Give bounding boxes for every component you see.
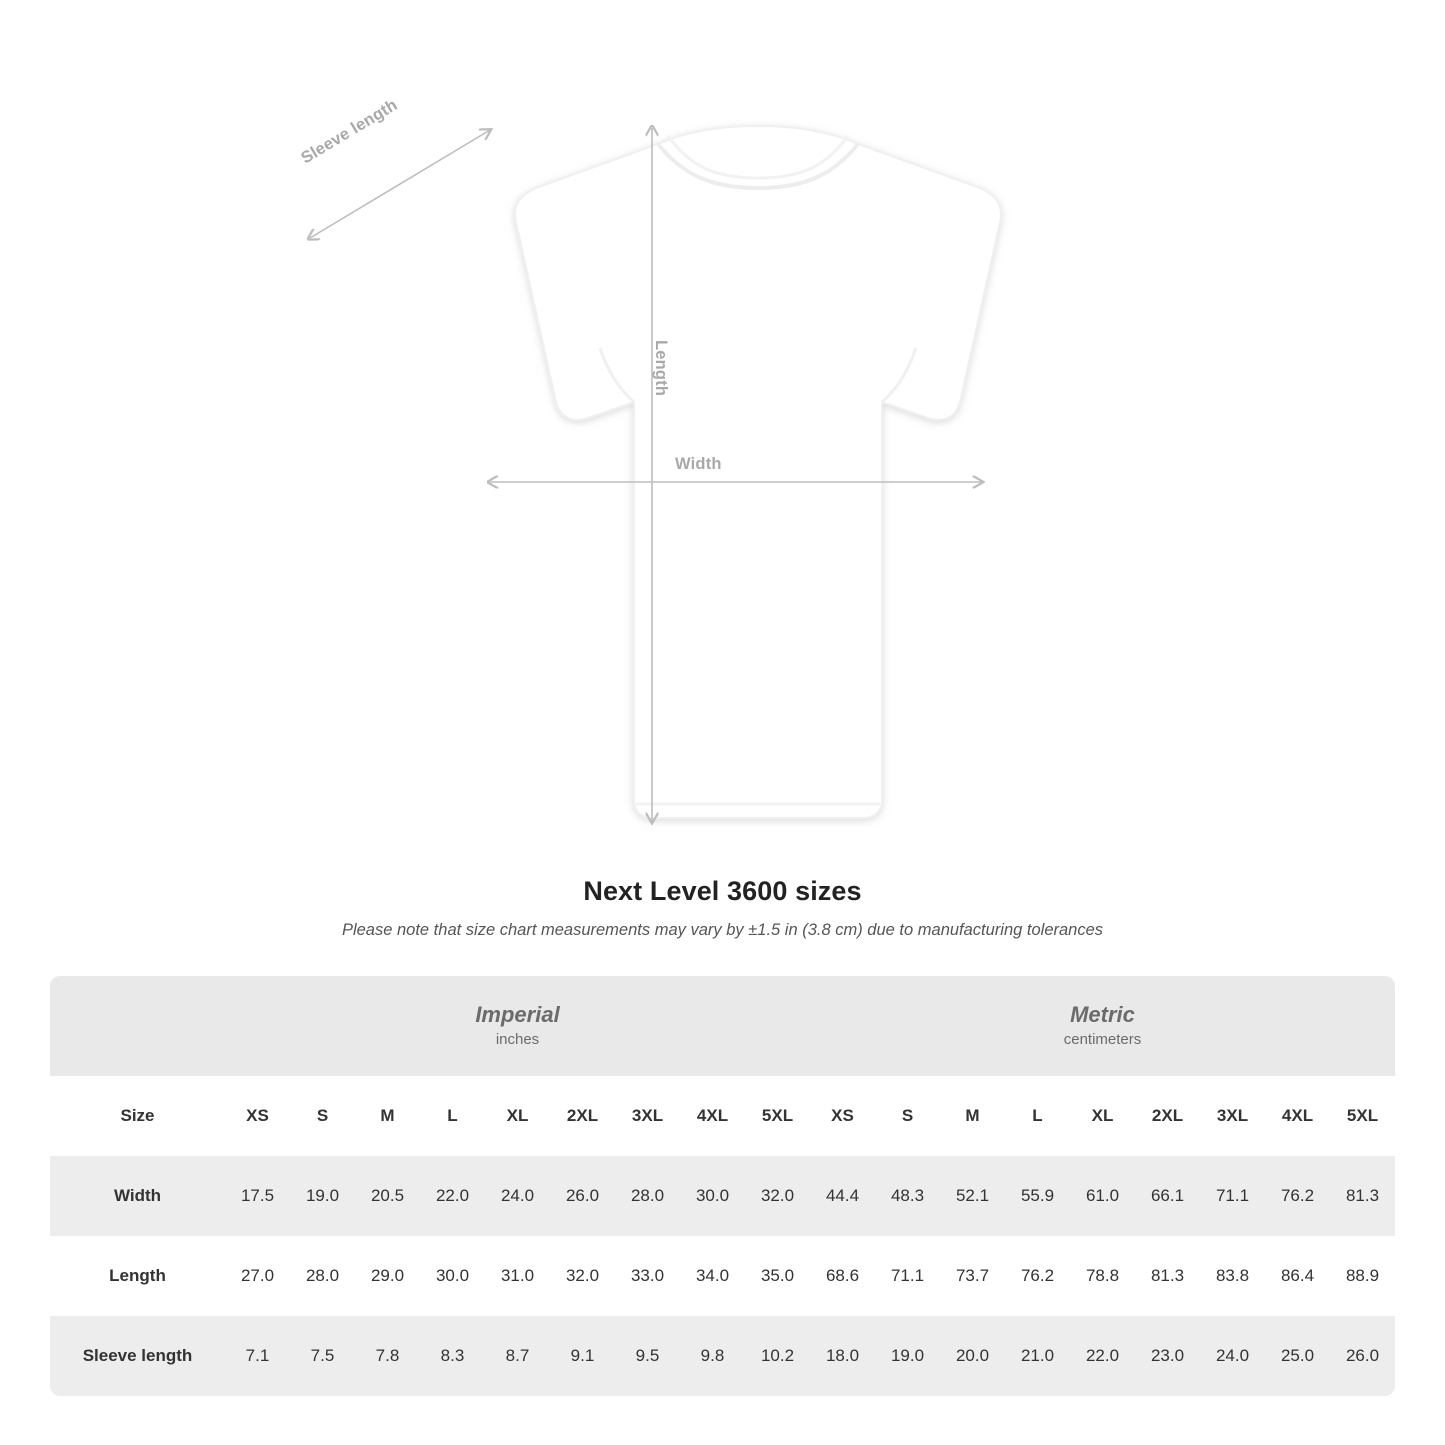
size-cell: XS <box>810 1076 875 1156</box>
measurement-lines <box>290 110 1150 840</box>
measurement-cell: 76.2 <box>1265 1156 1330 1236</box>
measurement-cell: 8.3 <box>420 1316 485 1396</box>
measurement-cell: 35.0 <box>745 1236 810 1316</box>
measurement-cell: 7.8 <box>355 1316 420 1396</box>
size-cell: 5XL <box>1330 1076 1395 1156</box>
measurement-cell: 30.0 <box>420 1236 485 1316</box>
measurement-cell: 76.2 <box>1005 1236 1070 1316</box>
measurement-cell: 88.9 <box>1330 1236 1395 1316</box>
size-cell: 3XL <box>1200 1076 1265 1156</box>
size-cell: L <box>1005 1076 1070 1156</box>
measurement-cell: 32.0 <box>550 1236 615 1316</box>
size-cell: XL <box>1070 1076 1135 1156</box>
measurement-cell: 21.0 <box>1005 1316 1070 1396</box>
measurement-cell: 9.5 <box>615 1316 680 1396</box>
measurement-cell: 22.0 <box>420 1156 485 1236</box>
table-row <box>50 1236 1395 1316</box>
unit-header-row <box>50 976 1395 1076</box>
measurement-cell: 17.5 <box>225 1156 290 1236</box>
measurement-cell: 27.0 <box>225 1236 290 1316</box>
unit-header-metric <box>810 976 1395 1076</box>
size-cell: 2XL <box>550 1076 615 1156</box>
size-table <box>50 976 1395 1396</box>
measurement-cell: 83.8 <box>1200 1236 1265 1316</box>
measurement-cell: 78.8 <box>1070 1236 1135 1316</box>
measurement-cell: 20.5 <box>355 1156 420 1236</box>
measurement-cell: 73.7 <box>940 1236 1005 1316</box>
measurement-cell: 22.0 <box>1070 1316 1135 1396</box>
table-row <box>50 1156 1395 1236</box>
size-cell: M <box>355 1076 420 1156</box>
size-cell: 5XL <box>745 1076 810 1156</box>
page-title: Next Level 3600 sizes <box>583 876 862 906</box>
size-cell: 4XL <box>1265 1076 1330 1156</box>
size-cell: XL <box>485 1076 550 1156</box>
measurement-cell: 31.0 <box>485 1236 550 1316</box>
size-cell: L <box>420 1076 485 1156</box>
measurement-cell: 52.1 <box>940 1156 1005 1236</box>
measurement-cell: 25.0 <box>1265 1316 1330 1396</box>
title-block <box>0 876 1445 940</box>
size-cell: 2XL <box>1135 1076 1200 1156</box>
size-cell: S <box>875 1076 940 1156</box>
measurement-cell: 48.3 <box>875 1156 940 1236</box>
measurement-cell: 33.0 <box>615 1236 680 1316</box>
measurement-cell: 20.0 <box>940 1316 1005 1396</box>
measurement-cell: 10.2 <box>745 1316 810 1396</box>
measurement-cell: 32.0 <box>745 1156 810 1236</box>
size-cell: 4XL <box>680 1076 745 1156</box>
measurement-cell: 44.4 <box>810 1156 875 1236</box>
measurement-cell: 28.0 <box>615 1156 680 1236</box>
length-annotation: Length <box>652 340 670 397</box>
measurement-cell: 30.0 <box>680 1156 745 1236</box>
measurement-cell: 19.0 <box>290 1156 355 1236</box>
measurement-cell: 18.0 <box>810 1316 875 1396</box>
measurement-cell: 55.9 <box>1005 1156 1070 1236</box>
size-table-wrapper <box>50 976 1395 1396</box>
measurement-cell: 9.8 <box>680 1316 745 1396</box>
size-label-cell: Size <box>50 1076 225 1156</box>
unit-name-metric: Metric <box>1070 1002 1135 1027</box>
measurement-cell: 8.7 <box>485 1316 550 1396</box>
unit-header-imperial <box>225 976 810 1076</box>
row-label-sleeve-length: Sleeve length <box>50 1316 225 1396</box>
size-cell: M <box>940 1076 1005 1156</box>
row-label-length: Length <box>50 1236 225 1316</box>
size-cell: XS <box>225 1076 290 1156</box>
measurement-cell: 81.3 <box>1330 1156 1395 1236</box>
measurement-cell: 9.1 <box>550 1316 615 1396</box>
measurement-cell: 23.0 <box>1135 1316 1200 1396</box>
measurement-cell: 66.1 <box>1135 1156 1200 1236</box>
measurement-cell: 71.1 <box>875 1236 940 1316</box>
measurement-cell: 26.0 <box>550 1156 615 1236</box>
measurement-cell: 29.0 <box>355 1236 420 1316</box>
unit-sub-imperial: inches <box>495 1030 540 1048</box>
measurement-cell: 28.0 <box>290 1236 355 1316</box>
measurement-cell: 24.0 <box>485 1156 550 1236</box>
measurement-cell: 71.1 <box>1200 1156 1265 1236</box>
measurement-cell: 86.4 <box>1265 1236 1330 1316</box>
measurement-cell: 81.3 <box>1135 1236 1200 1316</box>
unit-name-imperial: Imperial <box>475 1002 560 1027</box>
size-cell: 3XL <box>615 1076 680 1156</box>
measurement-cell: 26.0 <box>1330 1316 1395 1396</box>
table-row <box>50 1316 1395 1396</box>
measurement-cell: 7.1 <box>225 1316 290 1396</box>
size-cell: S <box>290 1076 355 1156</box>
measurement-cell: 7.5 <box>290 1316 355 1396</box>
unit-sub-metric: centimeters <box>1063 1030 1142 1048</box>
measurement-cell: 24.0 <box>1200 1316 1265 1396</box>
measurement-cell: 61.0 <box>1070 1156 1135 1236</box>
table-corner-cell <box>50 976 225 1076</box>
tolerance-note: Please note that size chart measurements may vary by ±1.5 in (3.8 cm) due to manufacturing tolerances <box>341 921 1104 939</box>
size-header-row <box>50 1076 1395 1156</box>
sleeve-length-annotation: Sleeve length <box>298 95 401 168</box>
tshirt-diagram <box>290 110 1150 840</box>
width-annotation: Width <box>675 455 722 473</box>
row-label-width: Width <box>50 1156 225 1236</box>
measurement-cell: 34.0 <box>680 1236 745 1316</box>
measurement-cell: 19.0 <box>875 1316 940 1396</box>
measurement-cell: 68.6 <box>810 1236 875 1316</box>
